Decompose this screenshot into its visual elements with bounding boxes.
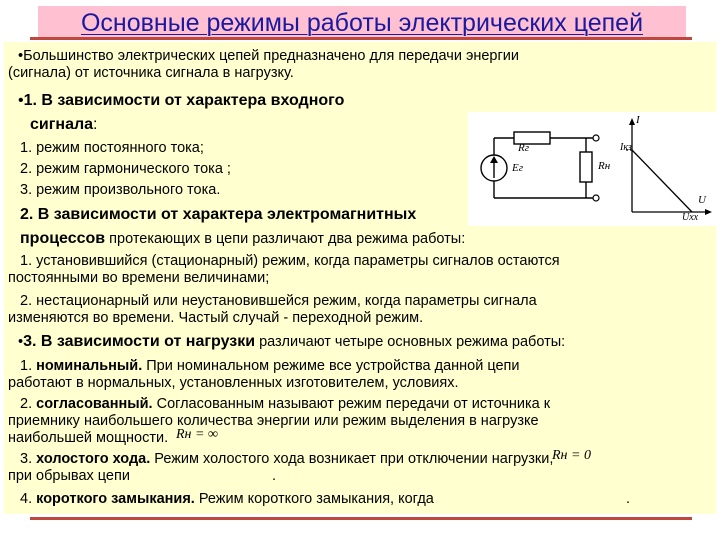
graph-x-intercept-label: Uхх xyxy=(682,212,699,223)
formula-rn-zero: Rн = 0 xyxy=(552,448,591,463)
section2-item-2: 2. нестационарный или неустановившейся режим, когда параметры сигнала xyxy=(20,293,537,309)
section1-item-2: 2. режим гармонического тока ; xyxy=(20,161,231,177)
title-box xyxy=(38,6,686,40)
section3-item-1: 1. номинальный. При номинальном режиме все устройства данной цепи xyxy=(20,358,520,374)
circuit-graph-panel xyxy=(468,112,718,226)
intro-line-1: •Большинство электрических цепей предназначено для передачи энергии xyxy=(18,48,519,64)
section3-item-3-cont: при обрывах цепи xyxy=(8,468,130,484)
section1-heading: •1. В зависимости от характера входного xyxy=(18,92,345,109)
section3-item-4: 4. короткого замыкания. Режим короткого замыкания, когда xyxy=(20,491,434,507)
content-area xyxy=(4,42,716,514)
section3-heading: •3. В зависимости от нагрузки различают четыре основных режима работы: xyxy=(18,333,566,350)
section3-item-1-cont: работают в нормальных, установленных изготовителем, условиях. xyxy=(8,375,459,391)
circuit-label-eg: Eг xyxy=(512,162,524,174)
circuit-label-rg: Rг xyxy=(518,142,530,154)
intro-line-2: (сигнала) от источника сигнала в нагрузку. xyxy=(8,65,294,81)
graph-y-intercept-label: Iкз xyxy=(620,142,632,153)
section3-item-3: 3. холостого хода. Режим холостого хода возникает при отключении нагрузки, xyxy=(20,451,554,467)
section3-item-2-cont2: наибольшей мощности. xyxy=(8,430,169,446)
section1-item-1: 1. режим постоянного тока; xyxy=(20,140,204,156)
section1-item-3: 3. режим произвольного тока. xyxy=(20,182,221,198)
section2-item-2-cont: изменяются во времени. Частый случай - переходной режим. xyxy=(8,310,424,326)
section2-heading: 2. В зависимости от характера электромагнитных xyxy=(20,206,417,223)
graph-x-label: U xyxy=(698,194,706,206)
top-divider xyxy=(30,37,692,40)
section2-heading-line2: процессов протекающих в цепи различают два режима работы: xyxy=(20,230,466,247)
circuit-diagram xyxy=(468,112,718,226)
graph-y-label: I xyxy=(636,114,640,126)
bottom-divider xyxy=(30,517,692,520)
section2-item-1: 1. установившийся (стационарный) режим, когда параметры сигналов остаются xyxy=(20,253,560,269)
section3-item-2-cont: приемнику наибольшего количества энергии или режим выделения в нагрузке xyxy=(8,413,539,429)
circuit-label-rn: Rн xyxy=(598,160,611,172)
section3-item-4-end: . xyxy=(626,491,631,507)
page-title: Основные режимы работы электрических цепей xyxy=(80,9,644,37)
section2-item-1-cont: постоянными во времени величинами; xyxy=(8,270,270,286)
section1-heading-line2: сигнала: xyxy=(30,116,98,133)
section3-item-3-end: . xyxy=(272,468,277,484)
section3-item-2: 2. согласованный. Согласованным называют режим передачи от источника к xyxy=(20,396,551,412)
formula-rn-infinity: Rн = ∞ xyxy=(176,427,218,442)
